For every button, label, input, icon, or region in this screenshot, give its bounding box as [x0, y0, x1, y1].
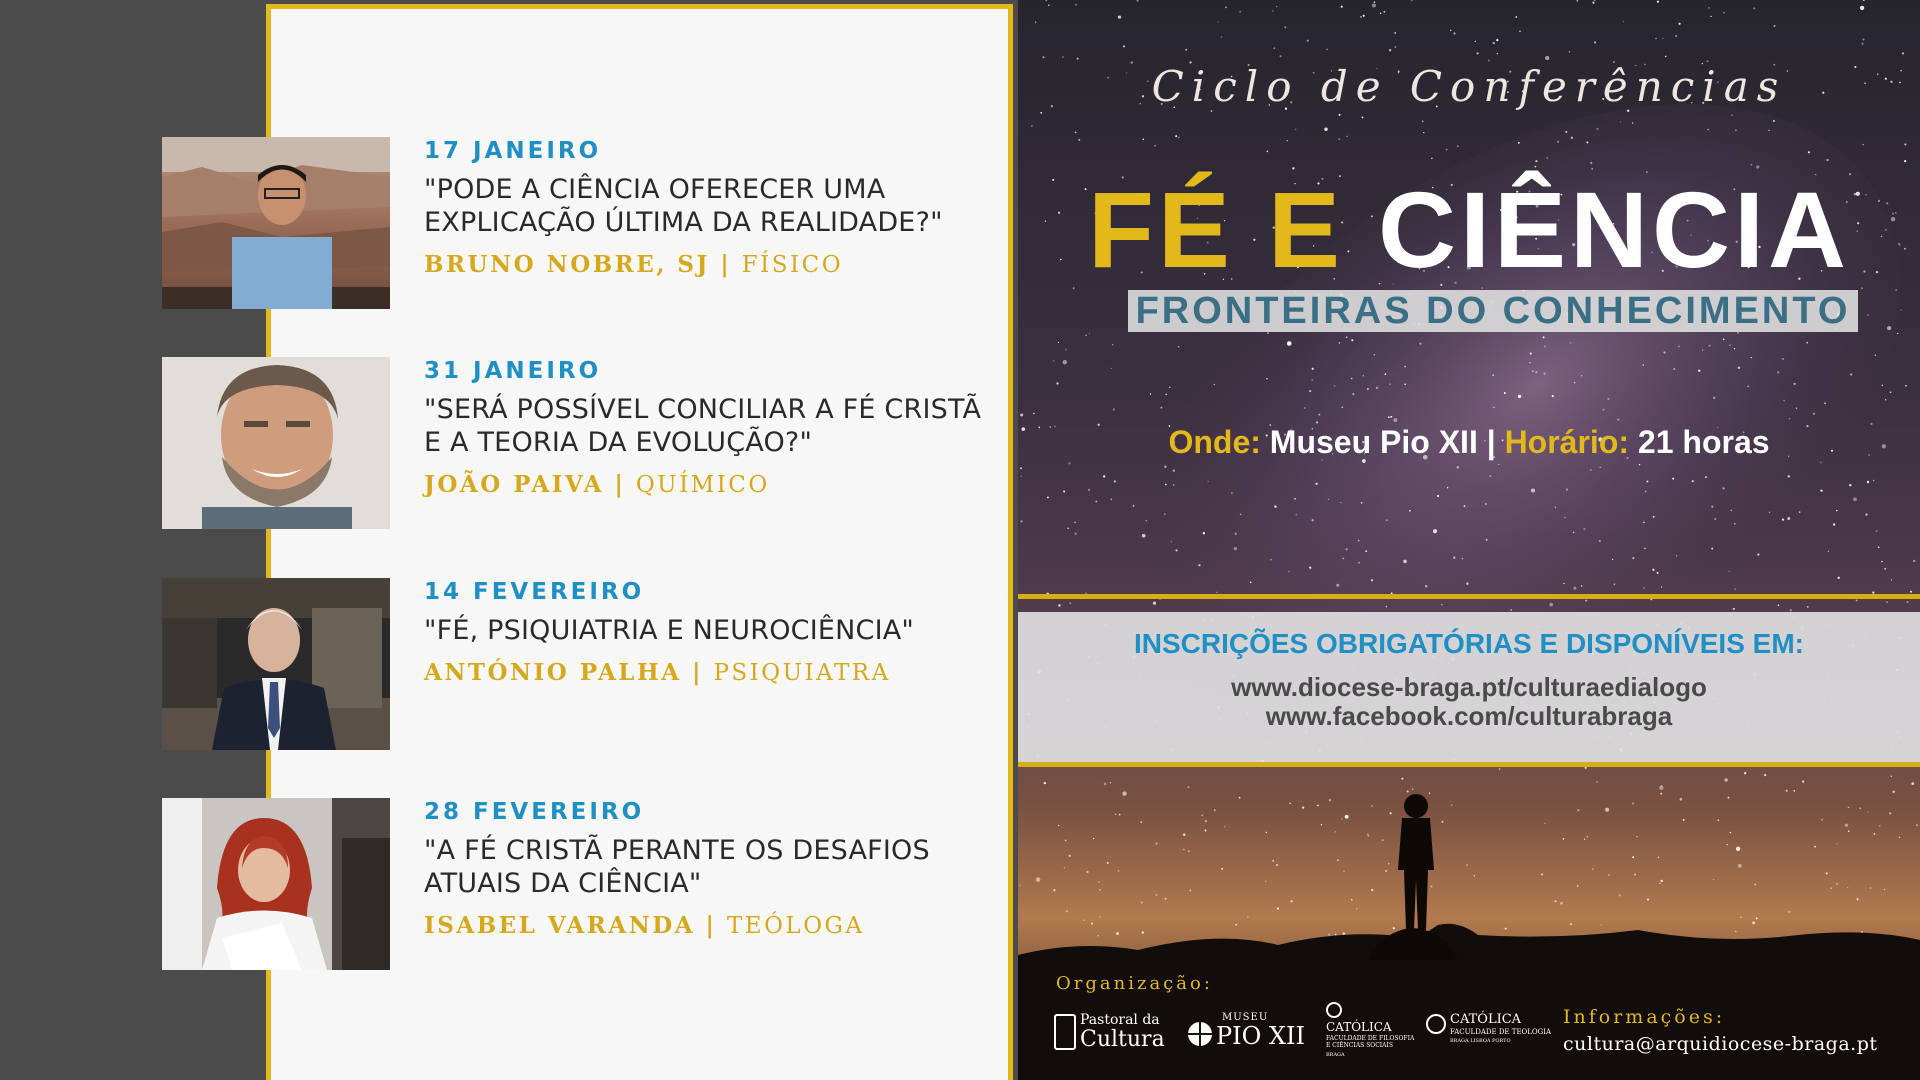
registration-url-1[interactable]: www.diocese-braga.pt/culturaedialogo: [1231, 672, 1707, 702]
seal-icon: [1426, 1014, 1446, 1034]
registration-title: INSCRIÇÕES OBRIGATÓRIAS E DISPONÍVEIS EM:: [1133, 628, 1804, 659]
speaker-photo: [162, 798, 390, 970]
talk-title: "FÉ, PSIQUIATRIA E NEUROCIÊNCIA": [424, 615, 915, 646]
talk-title: "SERÁ POSSÍVEL CONCILIAR A FÉ CRISTÃ E A TEORIA DA EVOLUÇÃO?": [424, 394, 982, 458]
speaker-name: ISABEL VARANDA: [424, 912, 696, 939]
where-value: Museu Pio XII: [1269, 424, 1478, 460]
speaker-name: ANTÓNIO PALHA: [424, 659, 682, 686]
speaker-credit: [424, 659, 984, 686]
speaker-role: PSIQUIATRA: [713, 660, 891, 686]
title-part-1: FÉ E: [1087, 169, 1344, 290]
speaker-card: [162, 137, 943, 309]
speaker-role: TEÓLOGA: [726, 913, 865, 939]
speaker-card: [162, 357, 982, 529]
where-label: Onde:: [1168, 424, 1261, 460]
speaker-credit: [424, 251, 984, 278]
speaker-photo: [162, 578, 390, 750]
speaker-role: FÍSICO: [741, 252, 844, 278]
museu-label: MUSEU: [1222, 1012, 1269, 1023]
speaker-card: [162, 578, 922, 750]
speaker-credit: [424, 912, 984, 939]
city-label: BRAGA LISBOA PORTO: [1450, 1038, 1511, 1044]
faculty-label: FACULDADE DE FILOSOFIA E CIÊNCIAS SOCIAIS: [1326, 1035, 1415, 1049]
speaker-date: 17 JANEIRO: [424, 138, 602, 164]
speaker-date: 31 JANEIRO: [424, 358, 602, 384]
speaker-info: [424, 357, 984, 498]
leaf-icon: [1054, 1014, 1076, 1050]
pio-xii-label: PIO XII: [1216, 1022, 1305, 1050]
faculty-label: FACULDADE DE TEOLOGIA: [1450, 1028, 1552, 1036]
speaker-name: BRUNO NOBRE, SJ: [424, 251, 710, 278]
separator: |: [1486, 424, 1496, 460]
speaker-name: JOÃO PAIVA: [424, 471, 604, 498]
separator: |: [695, 912, 727, 939]
organization-label: Organização:: [1056, 973, 1213, 994]
starry-sky-background: [1018, 0, 1920, 1080]
seal-icon: [1326, 1002, 1342, 1018]
info-label: Informações:: [1563, 1006, 1726, 1028]
event-subtitle: FRONTEIRAS DO CONHECIMENTO: [1135, 290, 1851, 332]
separator: |: [603, 471, 636, 498]
organizer-logos: [1054, 1000, 1552, 1062]
poster: [1018, 0, 1920, 1080]
time-label: Horário:: [1504, 424, 1630, 460]
speaker-photo: [162, 137, 390, 309]
speaker-info: [424, 137, 984, 278]
registration-url-2[interactable]: www.facebook.com/culturabraga: [1265, 701, 1673, 731]
speaker-credit: [424, 471, 984, 498]
speaker-role: QUÍMICO: [635, 472, 770, 498]
pastoral-label: Pastoral da: [1080, 1012, 1160, 1028]
gold-divider-top: [1018, 594, 1920, 599]
cross-bar-h: [1188, 1033, 1212, 1035]
talk-title: "A FÉ CRISTÃ PERANTE OS DESAFIOS ATUAIS DA CIÊNCIA": [424, 835, 930, 899]
speaker-info: [424, 578, 984, 686]
talk-title: "PODE A CIÊNCIA OFERECER UMA EXPLICAÇÃO ÚLTIMA DA REALIDADE?": [424, 174, 943, 238]
venue-time: [1018, 424, 1920, 461]
catolica-label: CATÓLICA: [1326, 1020, 1392, 1034]
time-value: 21 horas: [1637, 424, 1770, 460]
speaker-photo: [162, 357, 390, 529]
speaker-date: 14 FEVEREIRO: [424, 579, 645, 605]
gold-divider-bottom: [1018, 762, 1920, 767]
speaker-info: [424, 798, 984, 939]
speaker-card: [162, 798, 930, 970]
separator: |: [681, 659, 714, 686]
speaker-date: 28 FEVEREIRO: [424, 799, 645, 825]
city-label: BRAGA: [1326, 1052, 1345, 1058]
event-title: [1018, 170, 1920, 290]
cycle-heading: Ciclo de Conferências: [1151, 62, 1787, 111]
title-part-2: CIÊNCIA: [1378, 169, 1851, 290]
cultura-label: Cultura: [1080, 1027, 1165, 1052]
separator: |: [709, 251, 742, 278]
info-email[interactable]: cultura@arquidiocese-braga.pt: [1563, 1033, 1878, 1055]
catolica-label: CATÓLICA: [1450, 1012, 1522, 1027]
